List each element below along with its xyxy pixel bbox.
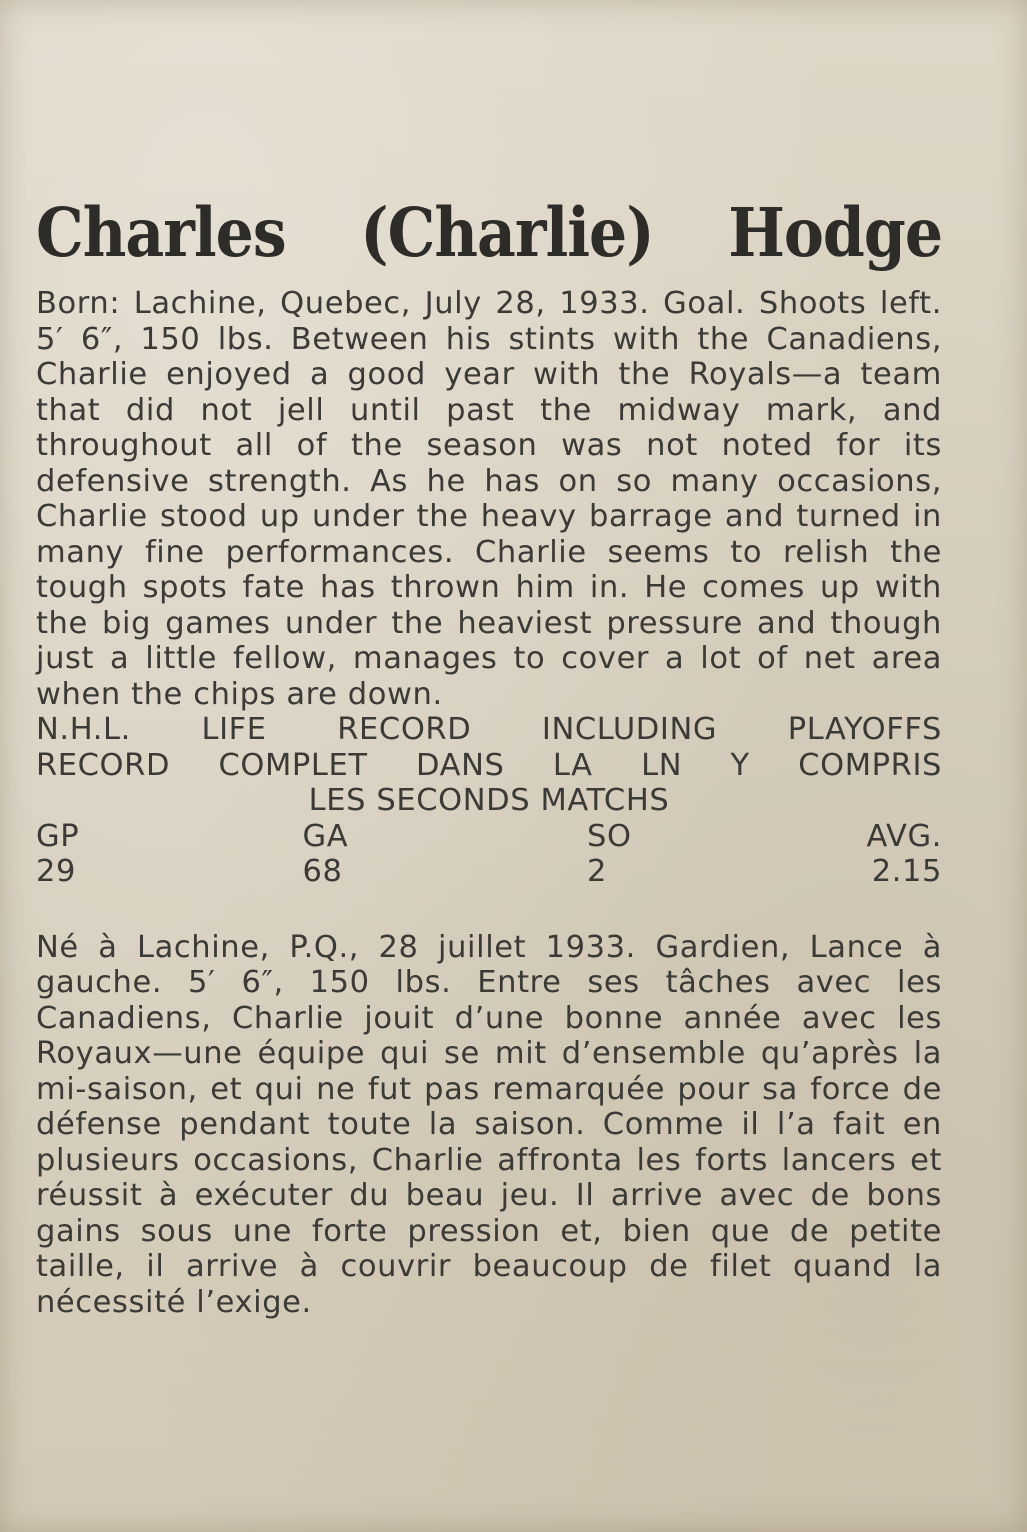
stats-header-so: SO [587,818,632,854]
stats-header-gp: GP [36,818,80,854]
record-heading-french-line2: LES SECONDS MATCHS [308,783,670,818]
stats-header-ga: GA [302,818,349,854]
stats-table [36,819,942,890]
bio-french: Né à Lachine, P.Q., 28 juillet 1933. Gardien, Lance à gauche. 5′ 6″, 150 lbs. Entre ses tâches avec les Canadiens, Charlie jouit d’une bonne année avec les Royaux—une équipe qui se mit d’ensemble qu’après la mi-saison, et qui ne fut pas remarquée pour sa force de défense pendant toute la saison. Comme il l’a fait en plusieurs occasions, Charlie affronta les forts lancers et réussit à exécuter du beau jeu. Il arrive avec de bons gains sous une forte pression et, bien que de petite taille, il arrive à couvrir beaucoup de filet quand la nécessité l’exige. [36,929,942,1320]
stats-value-ga: 68 [302,854,343,889]
card-content [36,180,942,1320]
stats-value-so: 2 [587,854,608,889]
record-heading-english: N.H.L. LIFE RECORD INCLUDING PLAYOFFS [36,712,942,747]
player-name: Charles (Charlie) Hodge [36,194,942,273]
record-heading-french-line1: RECORD COMPLET DANS LA LN Y COMPRIS [36,747,942,783]
stats-value-gp: 29 [36,854,77,889]
bio-english: Born: Lachine, Quebec, July 28, 1933. Goal. Shoots left. 5′ 6″, 150 lbs. Between his stints with the Canadiens, Charlie enjoyed a good year with the Royals—a team that did not jell until past the midway mark, and throughout all of the season was not noted for its defensive strength. As he has on so many occasions, Charlie stood up under the heavy barrage and turned in many fine performances. Charlie seems to relish the tough spots fate has thrown him in. He comes up with the big games under the heaviest pressure and though just a little fellow, manages to cover a lot of net area when the chips are down. [36,286,942,712]
stats-header-avg: AVG. [866,818,942,854]
stats-value-avg: 2.15 [871,854,942,889]
record-heading [36,712,942,819]
